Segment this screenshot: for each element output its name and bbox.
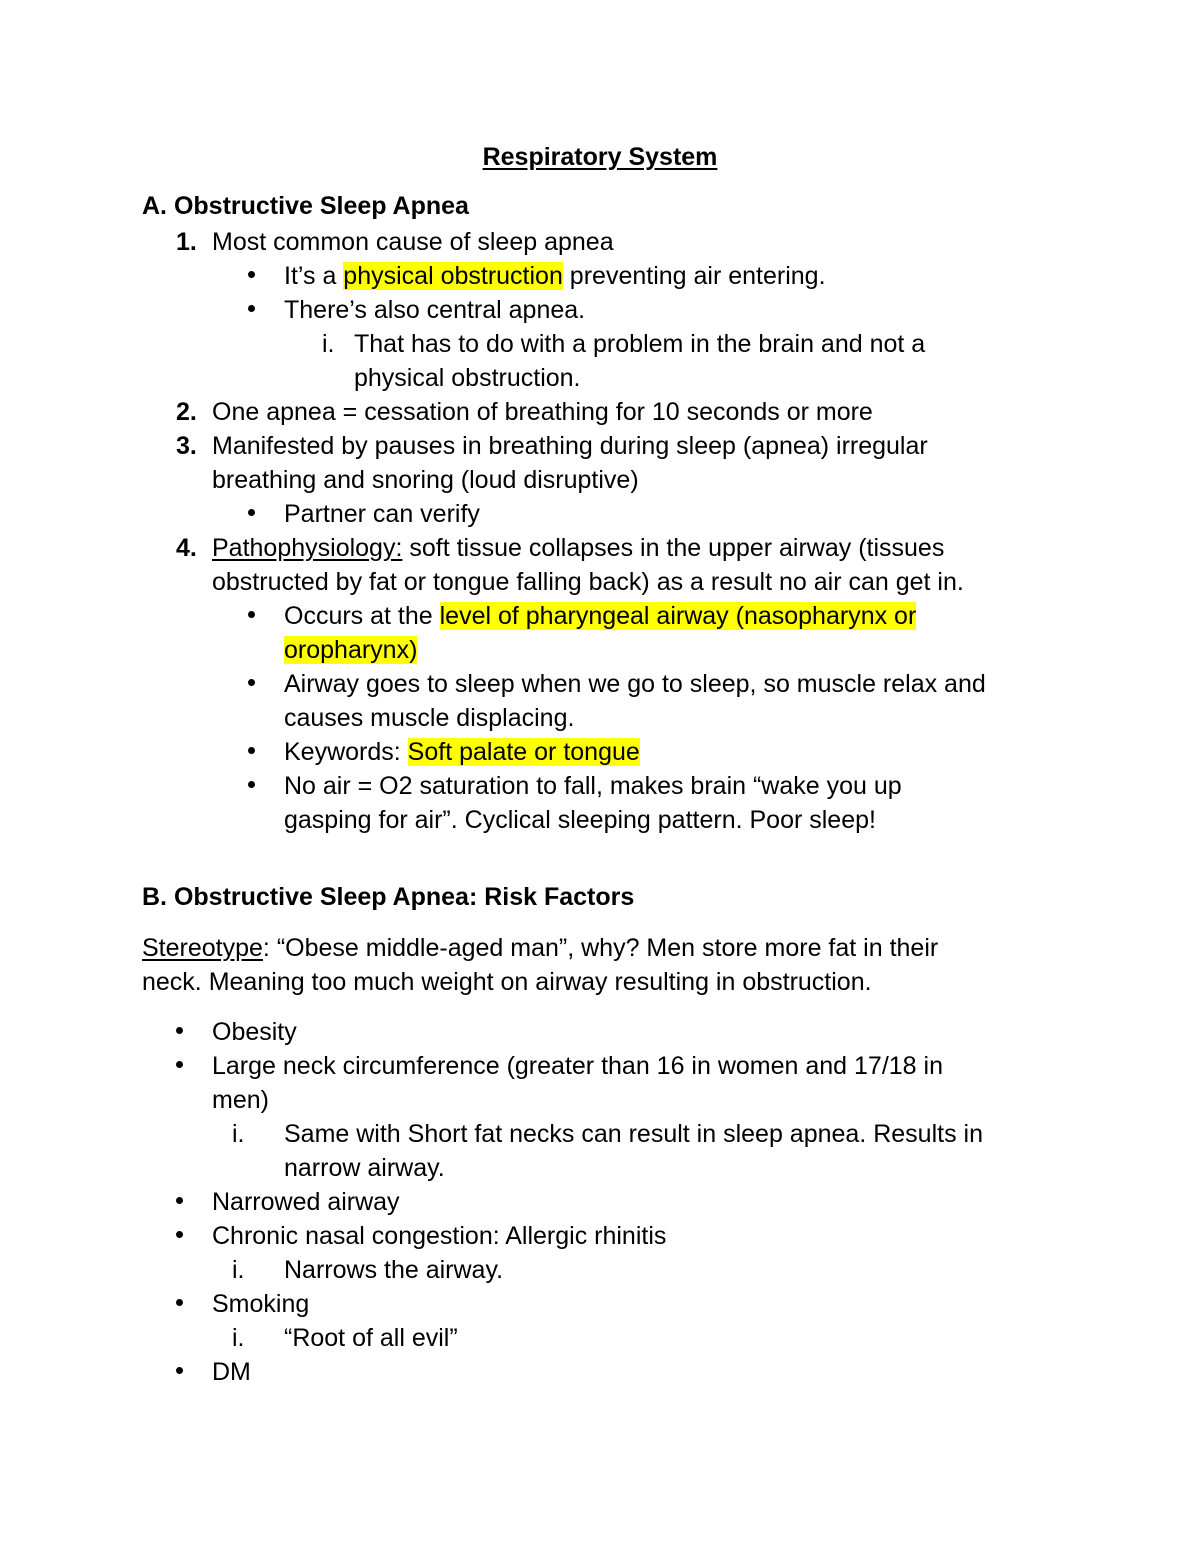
list-number-2: 2. (176, 398, 197, 426)
bullet-icon (248, 781, 255, 788)
list-number-4: 4. (176, 534, 197, 562)
roman-numeral: i. (232, 1120, 245, 1148)
highlight-oropharynx: oropharynx) (284, 636, 418, 664)
bullet-icon (248, 747, 255, 754)
item-1-sub-1-line-2: physical obstruction. (354, 364, 581, 392)
roman-numeral: i. (232, 1324, 245, 1352)
item-3-line-1: Manifested by pauses in breathing during sleep (apnea) irregular (212, 432, 928, 460)
risk-smoking-sub: “Root of all evil” (284, 1324, 458, 1352)
bullet-icon (248, 271, 255, 278)
stereotype-label: Stereotype (142, 934, 263, 962)
item-1-bullet-1: It’s a physical obstruction preventing air entering. (284, 262, 826, 290)
bullet-icon (248, 611, 255, 618)
item-4-line-2: obstructed by fat or tongue falling back) as a result no air can get in. (212, 568, 964, 596)
roman-numeral: i. (322, 330, 335, 358)
item-4-bullet-2-line-1: Airway goes to sleep when we go to sleep, so muscle relax and (284, 670, 986, 698)
stereotype-line-1: Stereotype: “Obese middle-aged man”, why? Men store more fat in their (142, 934, 939, 962)
bullet-icon (176, 1231, 183, 1238)
item-1-sub-1-line-1: That has to do with a problem in the brain and not a (354, 330, 926, 358)
risk-nasal-sub: Narrows the airway. (284, 1256, 504, 1284)
item-1-bullet-2: There’s also central apnea. (284, 296, 586, 324)
item-4-bullet-2-line-2: causes muscle displacing. (284, 704, 575, 732)
risk-neck-line-2: men) (212, 1086, 269, 1114)
item-2-text: One apnea = cessation of breathing for 10 seconds or more (212, 398, 873, 426)
risk-neck-sub-line-2: narrow airway. (284, 1154, 445, 1182)
highlight-pharyngeal-airway: level of pharyngeal airway (nasopharynx or (439, 602, 917, 630)
item-4-bullet-4-line-1: No air = O2 saturation to fall, makes brain “wake you up (284, 772, 902, 800)
risk-neck-line-1: Large neck circumference (greater than 16 in women and 17/18 in (212, 1052, 943, 1080)
pathophysiology-label: Pathophysiology: (212, 534, 403, 562)
item-4-bullet-3: Keywords: Soft palate or tongue (284, 738, 640, 766)
item-1-text: Most common cause of sleep apnea (212, 228, 614, 256)
section-b-heading: B. Obstructive Sleep Apnea: Risk Factors (142, 883, 635, 911)
section-a-heading: A. Obstructive Sleep Apnea (142, 192, 469, 220)
item-4-bullet-4-line-2: gasping for air”. Cyclical sleeping pattern. Poor sleep! (284, 806, 876, 834)
bullet-icon (176, 1197, 183, 1204)
stereotype-line-2: neck. Meaning too much weight on airway resulting in obstruction. (142, 968, 872, 996)
risk-obesity: Obesity (212, 1018, 297, 1046)
item-4-bullet-1-line-2 (284, 635, 417, 665)
item-4-line-1: Pathophysiology: soft tissue collapses in the upper airway (tissues (212, 534, 945, 562)
risk-dm: DM (212, 1358, 251, 1386)
highlight-physical-obstruction: physical obstruction (343, 262, 563, 290)
roman-numeral: i. (232, 1256, 245, 1284)
risk-narrowed-airway: Narrowed airway (212, 1188, 400, 1216)
highlight-soft-palate: Soft palate or tongue (407, 738, 640, 766)
risk-nasal-congestion: Chronic nasal congestion: Allergic rhinitis (212, 1222, 667, 1250)
bullet-icon (248, 679, 255, 686)
risk-smoking: Smoking (212, 1290, 310, 1318)
bullet-icon (248, 305, 255, 312)
bullet-icon (176, 1299, 183, 1306)
bullet-icon (176, 1027, 183, 1034)
list-number-3: 3. (176, 432, 197, 460)
page-title: Respiratory System (482, 143, 718, 171)
item-3-bullet-1: Partner can verify (284, 500, 480, 528)
risk-neck-sub-line-1: Same with Short fat necks can result in sleep apnea. Results in (284, 1120, 983, 1148)
list-number-1: 1. (176, 228, 197, 256)
bullet-icon (248, 509, 255, 516)
item-4-bullet-1-line-1: Occurs at the level of pharyngeal airway (nasopharynx or (284, 602, 917, 630)
bullet-icon (176, 1061, 183, 1068)
bullet-icon (176, 1367, 183, 1374)
item-3-line-2: breathing and snoring (loud disruptive) (212, 466, 639, 494)
